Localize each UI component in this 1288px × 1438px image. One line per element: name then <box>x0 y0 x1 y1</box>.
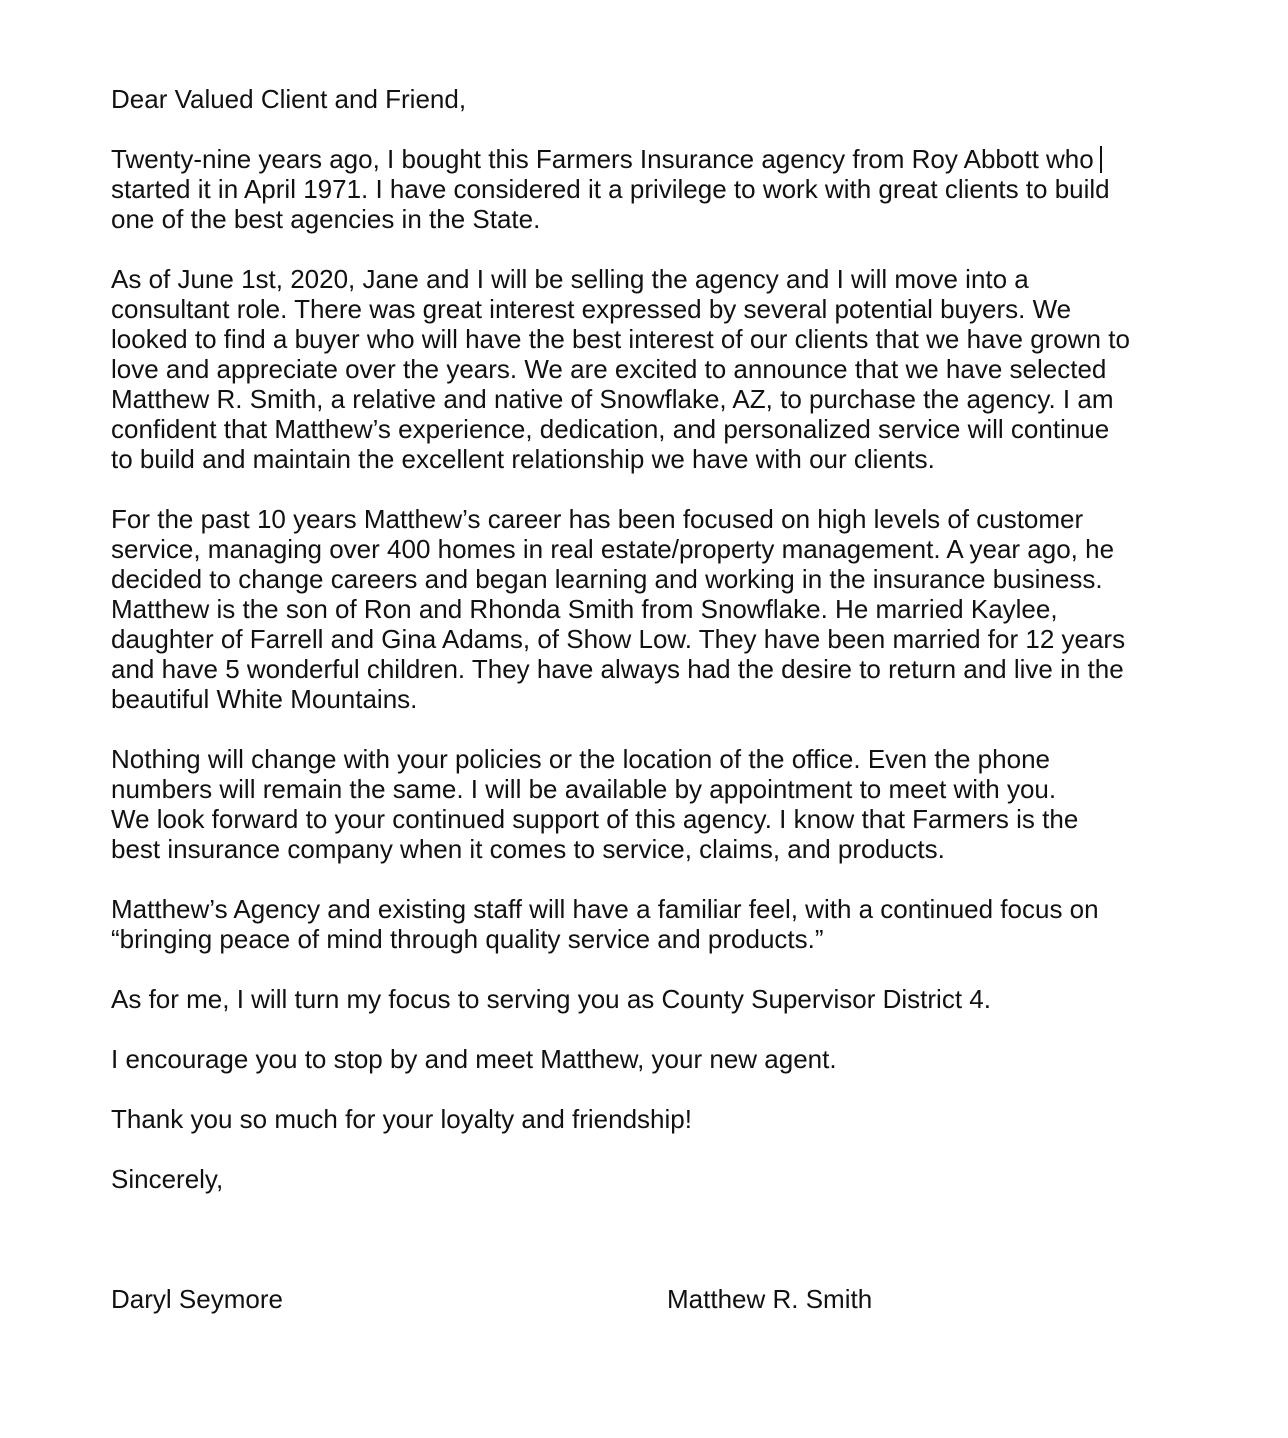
text-line: to build and maintain the excellent relationship we have with our clients. <box>111 444 935 474</box>
text-line: confident that Matthew’s experience, dedication, and personalized service will continue <box>111 414 1110 444</box>
text-line: As of June 1st, 2020, Jane and I will be selling the agency and I will move into a <box>111 264 1029 294</box>
text-line: “bringing peace of mind through quality service and products.” <box>111 924 824 954</box>
paragraph-encourage <box>111 1044 1211 1074</box>
paragraph-supervisor <box>111 984 1211 1014</box>
text-line: best insurance company when it comes to service, claims, and products. <box>111 834 945 864</box>
text-line: Thank you so much for your loyalty and friendship! <box>111 1104 692 1134</box>
text-line: Matthew is the son of Ron and Rhonda Smith from Snowflake. He married Kaylee, <box>111 594 1058 624</box>
paragraph-no-changes <box>111 744 1211 864</box>
text-line: I encourage you to stop by and meet Matthew, your new agent. <box>111 1044 837 1074</box>
text-line: Nothing will change with your policies or the location of the office. Even the phone <box>111 744 1050 774</box>
text-line: Matthew’s Agency and existing staff will have a familiar feel, with a continued focus on <box>111 894 1099 924</box>
paragraph-agency-feel <box>111 894 1211 954</box>
paragraph-agency-sale <box>111 264 1211 474</box>
text-line: As for me, I will turn my focus to serving you as County Supervisor District 4. <box>111 984 991 1014</box>
signature-block <box>111 1284 1211 1314</box>
signature-name-right: Matthew R. Smith <box>667 1284 873 1314</box>
paragraph-agency-history <box>111 144 1211 234</box>
text-line-content: Twenty-nine years ago, I bought this Farmers Insurance agency from Roy Abbott who <box>111 144 1094 174</box>
salutation: Dear Valued Client and Friend, <box>111 84 467 114</box>
text-line: beautiful White Mountains. <box>111 684 418 714</box>
text-line: decided to change careers and began learning and working in the insurance business. <box>111 564 1103 594</box>
text-line: numbers will remain the same. I will be available by appointment to meet with you. <box>111 774 1057 804</box>
text-line: service, managing over 400 homes in real estate/property management. A year ago, he <box>111 534 1115 564</box>
text-line: consultant role. There was great interest expressed by several potential buyers. We <box>111 294 1072 324</box>
closing: Sincerely, <box>111 1164 224 1194</box>
text-line: started it in April 1971. I have considered it a privilege to work with great clients to build <box>111 174 1110 204</box>
text-line: For the past 10 years Matthew’s career has been focused on high levels of customer <box>111 504 1084 534</box>
text-line <box>111 144 1211 174</box>
signature-space <box>111 1194 1211 1284</box>
paragraph-matthew-background <box>111 504 1211 714</box>
text-line: and have 5 wonderful children. They have always had the desire to return and live in the <box>111 654 1124 684</box>
text-line: daughter of Farrell and Gina Adams, of Show Low. They have been married for 12 years <box>111 624 1126 654</box>
text-line: We look forward to your continued support of this agency. I know that Farmers is the <box>111 804 1079 834</box>
signature-name-left: Daryl Seymore <box>111 1284 283 1314</box>
letter-body <box>111 84 1211 1314</box>
text-line: looked to find a buyer who will have the best interest of our clients that we have grown to <box>111 324 1130 354</box>
text-cursor <box>1100 146 1102 173</box>
text-line: love and appreciate over the years. We are excited to announce that we have selected <box>111 354 1107 384</box>
text-line: Matthew R. Smith, a relative and native of Snowflake, AZ, to purchase the agency. I am <box>111 384 1114 414</box>
text-line: one of the best agencies in the State. <box>111 204 541 234</box>
paragraph-thanks <box>111 1104 1211 1134</box>
